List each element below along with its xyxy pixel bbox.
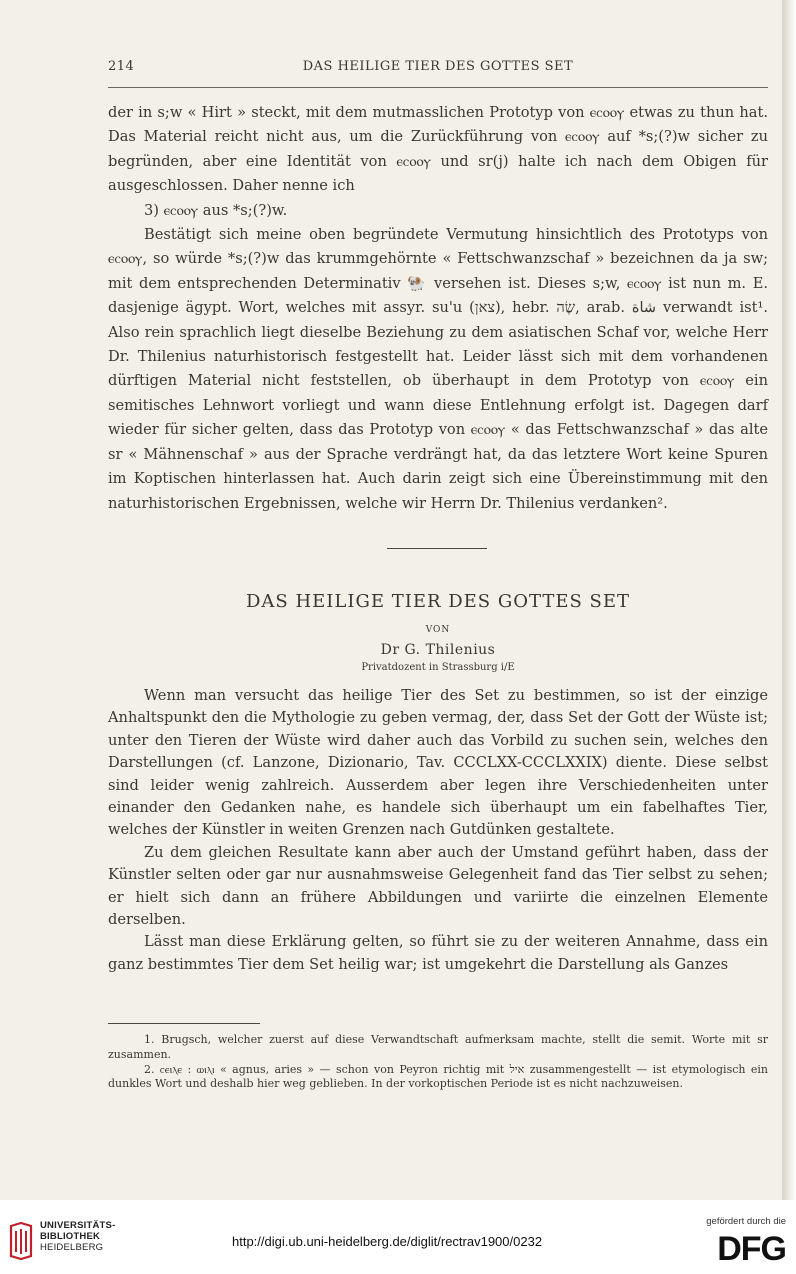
library-line: HEIDELBERG xyxy=(40,1242,104,1253)
viewer-footer xyxy=(0,1200,796,1274)
footnote-rule xyxy=(108,1023,260,1024)
paragraph: Bestätigt sich meine oben begründete Vermutung hinsichtlich des Prototyps von ⲉⲥⲟⲟⲩ, so würde *s;(?)w das krummgehörnte « Fettschwanzschaf » bezeichnen da ja sw; mit dem entsprechenden Determinativ 🐏 versehen ist. Dieses s;w, ⲉⲥⲟⲟⲩ ist nun m. E. dasjenige ägypt. Wort, welches mit assyr. su'u (צאן), hebr. שֶׂה, arab. شاة verwandt ist¹. Also rein sprachlich liegt dieselbe Beziehung zu dem asiatischen Schaf vor, welche Herr Dr. Thilenius naturhistorisch festgestellt hat. Leider lässt sich mit dem vorhandenen dürftigen Material nicht feststellen, ob überhaupt in dem Prototyp von ⲉⲥⲟⲟⲩ ein semitisches Lehnwort vorliegt und wann diese Entlehnung erfolgt ist. Dagegen darf wieder für sicher gelten, dass das Prototyp von ⲉⲥⲟⲟⲩ « das Fettschwanzschaf » das alte sr « Mähnenschaf » aus der Sprache verdrängt hat, da das letztere Wort keine Spuren im Koptischen hinterlassen hat. Auch darin zeigt sich eine Übereinstimmung mit den naturhistorischen Ergebnissen, welche wir Herrn Dr. Thilenius verdanken². xyxy=(108,226,768,512)
paragraph: Lässt man diese Erklärung gelten, so führt sie zu der weiteren Annahme, dass ein ganz bestimmtes Tier dem Set heilig war; ist umgekehrt die Darstellung als Ganzes xyxy=(108,933,768,973)
running-title: DAS HEILIGE TIER DES GOTTES SET xyxy=(302,59,574,74)
funding-note: gefördert durch die xyxy=(706,1216,786,1227)
section-divider xyxy=(387,548,487,549)
article-body xyxy=(108,685,768,976)
library-name xyxy=(40,1220,115,1253)
paragraph: der in s;w « Hirt » steckt, mit dem mutmasslichen Prototyp von ⲉⲥⲟⲟⲩ etwas zu thun hat. Das Material reicht nicht aus, um die Zurückführung von ⲉⲥⲟⲟⲩ auf *s;(?)w sicher zu begründen, aber eine Identität von ⲉⲥⲟⲟⲩ und sr(j) halte ich nach dem Obigen für ausgeschlossen. Daher nenne ich xyxy=(108,104,768,195)
dfg-logo: DFG xyxy=(717,1230,786,1268)
article-author: Dr G. Thilenius xyxy=(380,642,496,658)
footnotes xyxy=(108,1033,768,1092)
article-title: DAS HEILIGE TIER DES GOTTES SET xyxy=(245,591,631,612)
page-number: 214 xyxy=(108,59,135,74)
permalink-url[interactable]: http://digi.ub.uni-heidelberg.de/diglit/rectrav1900/0232 xyxy=(232,1234,543,1249)
paragraph: Zu dem gleichen Resultate kann aber auch der Umstand geführt haben, dass der Künstler selten oder gar nur ausnahmsweise Gelegenheit fand das Tier selbst zu sehen; er hielt sich dann an frühere Abbildungen und variirte die einzelnen Elemente derselben. xyxy=(108,843,768,929)
byline-von: VON xyxy=(425,625,451,635)
footnote: 1. Brugsch, welcher zuerst auf diese Verwandtschaft aufmerksam machte, stellt die semit. Worte mit sr zusammen. xyxy=(108,1033,768,1061)
library-line: UNIVERSITÄTS- xyxy=(40,1220,116,1231)
author-affiliation: Privatdozent in Strassburg i/E xyxy=(361,662,515,673)
footnote: 2. ⲥⲉⲓⲗⲉ : ⲱⲓⲗⲓ « agnus, aries » — schon von Peyron richtig mit איל zusammengestellt — ist etymologisch ein dunkles Wort und deshalb hier weg geblieben. In der vorkoptischen Periode ist es nicht nachzuweisen. xyxy=(108,1062,768,1091)
paragraph: 3) ⲉⲥⲟⲟⲩ aus *s;(?)w. xyxy=(144,201,288,219)
page-header xyxy=(108,56,768,78)
header-rule xyxy=(108,87,768,88)
library-line: BIBLIOTHEK xyxy=(40,1231,101,1242)
page-edge-shadow xyxy=(782,0,796,1200)
university-logo-icon xyxy=(8,1222,34,1260)
intro-text xyxy=(108,101,768,516)
paragraph: Wenn man versucht das heilige Tier des Set zu bestimmen, so ist der einzige Anhaltspunkt den die Mythologie zu geben vermag, der, dass Set der Gott der Wüste ist; unter den Tieren der Wüste wird daher auch das Vorbild zu suchen sein, welches den Darstellungen (cf. Lanzone, Dizionario, Tav. CCCLXX-CCCLXXIX) diente. Diese selbst sind leider wenig zahlreich. Ausserdem aber legen ihre Verschiedenheiten unter einander den Gedanken nahe, es handele sich überhaupt um ein fabelhaftes Tier, welches der Künstler in weiten Grenzen nach Gutdünken gestaltete. xyxy=(108,687,768,839)
